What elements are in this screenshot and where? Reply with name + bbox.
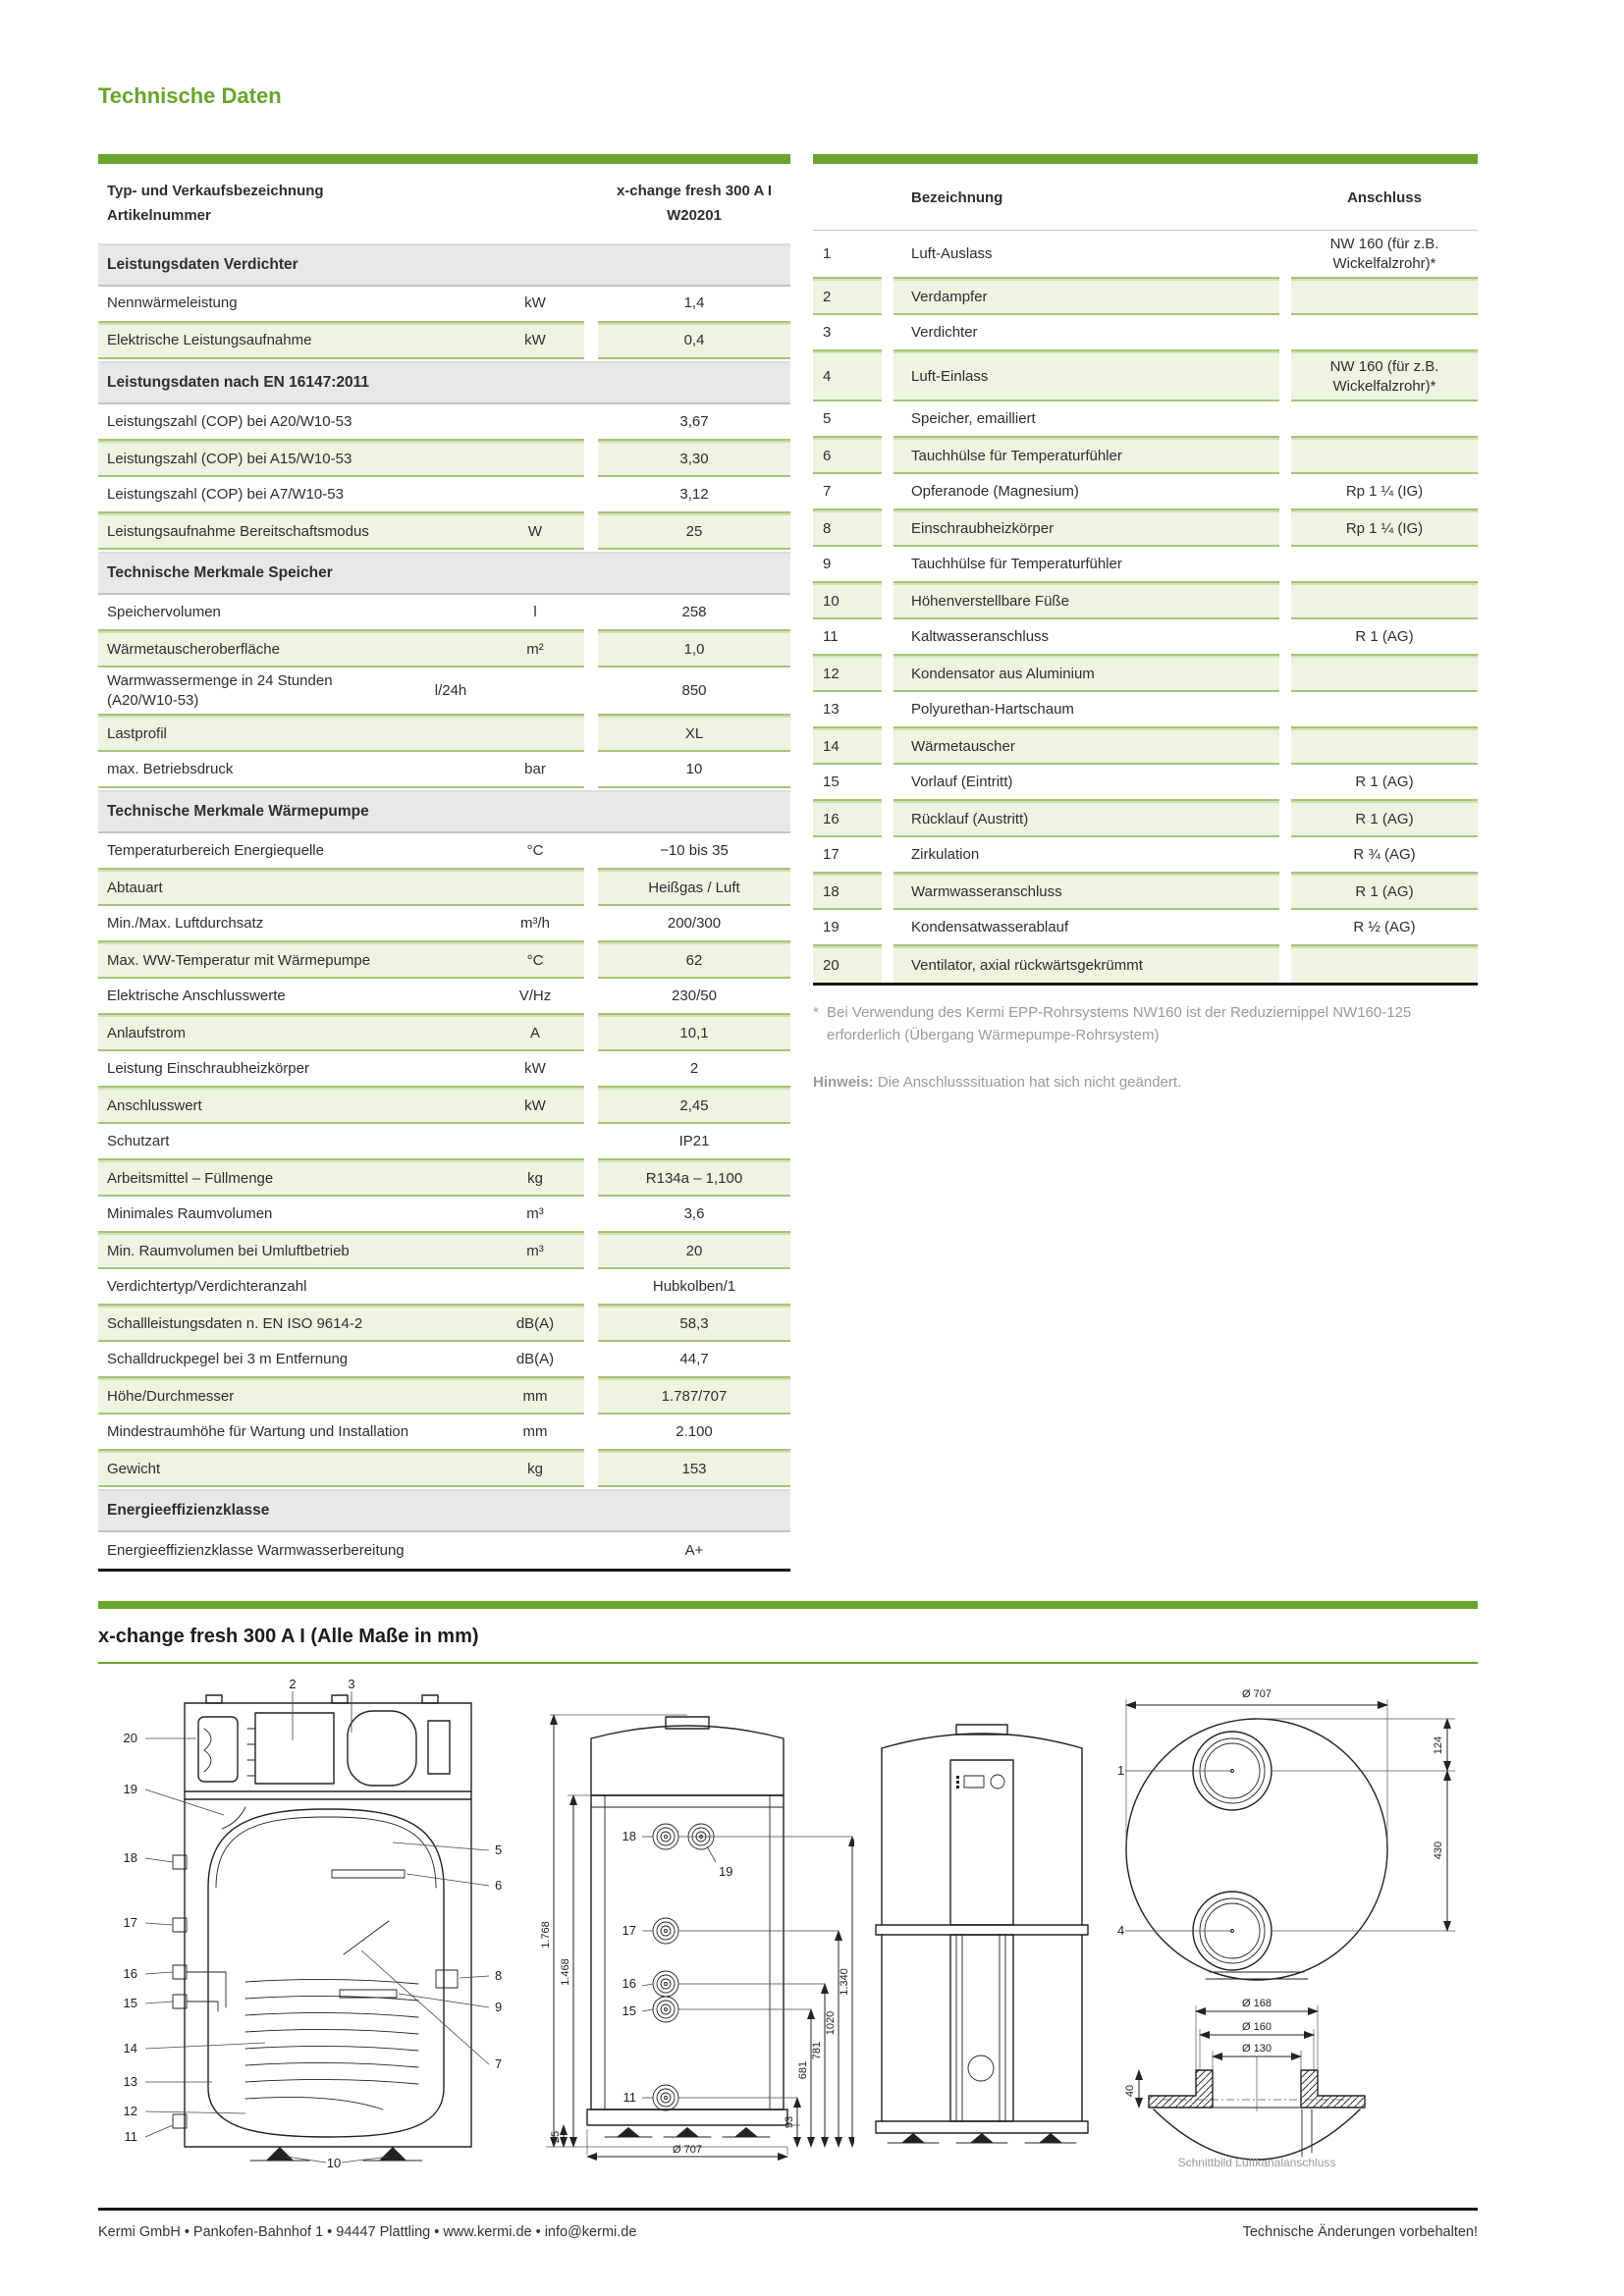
callout-4: 4: [1117, 1923, 1125, 1939]
row-connection: [1291, 279, 1478, 315]
row-unit: m³/h: [520, 914, 550, 932]
table-row: [98, 1342, 790, 1378]
row-number: 20: [813, 946, 882, 983]
table-row: [98, 833, 790, 870]
callout-9: 9: [495, 2000, 503, 2015]
table-row: [813, 728, 1478, 765]
table-section-header: Technische Merkmale Speicher: [98, 552, 790, 595]
row-number: 9: [813, 547, 882, 583]
row-connection: [1291, 583, 1478, 619]
row-label: Arbeitsmittel – Füllmenge: [107, 1169, 274, 1187]
callout-17: 17: [622, 1923, 636, 1939]
row-name: Speicher, emailliert: [893, 401, 1279, 438]
callout-10: 10: [326, 2156, 342, 2169]
row-label: Warmwassermenge in 24 Stunden (A20/W10-53): [107, 672, 333, 709]
row-label: Gewicht: [107, 1460, 161, 1477]
row-label: Höhe/Durchmesser: [107, 1387, 235, 1405]
row-value: 850: [598, 667, 790, 716]
table-row: [98, 1015, 790, 1051]
table-row: [813, 231, 1478, 279]
row-name: Verdichter: [893, 315, 1279, 351]
row-value: 3,6: [598, 1197, 790, 1233]
row-connection: R ½ (AG): [1291, 910, 1478, 946]
row-unit: mm: [522, 1387, 548, 1405]
table-section-header: Technische Merkmale Wärmepumpe: [98, 790, 790, 833]
row-label: Schallleistungsdaten n. EN ISO 9614-2: [107, 1314, 363, 1332]
row-number: 15: [813, 765, 882, 801]
table-row: [813, 438, 1478, 474]
callout-15: 15: [622, 2003, 636, 2019]
dim-93: 93: [784, 2116, 795, 2129]
callout-17: 17: [123, 1915, 137, 1931]
table-row: [98, 1378, 790, 1415]
page-title: Technische Daten: [98, 83, 282, 108]
dim-spacing-430: 430: [1433, 1842, 1444, 1860]
row-number: 2: [813, 279, 882, 315]
note-text: Die Anschlusssituation hat sich nicht geändert.: [877, 1073, 1182, 1091]
row-value: 1,4: [598, 287, 790, 323]
footer-company-info: Kermi GmbH • Pankofen-Bahnhof 1 • 94447 Plattling • www.kermi.de • info@kermi.de: [98, 2224, 637, 2241]
row-label: Leistung Einschraubheizkörper: [107, 1059, 309, 1077]
row-label: Wärmetauscheroberfläche: [107, 640, 280, 658]
row-label: Max. WW-Temperatur mit Wärmepumpe: [107, 951, 371, 969]
row-unit: kg: [527, 1169, 543, 1187]
row-value: 1,0: [598, 631, 790, 667]
table-row: [98, 1269, 790, 1306]
row-value: 10: [598, 752, 790, 788]
row-unit: m³: [526, 1242, 544, 1259]
table-row: [98, 1160, 790, 1197]
title-underline: [98, 1662, 1478, 1664]
callout-11: 11: [124, 2129, 137, 2145]
row-unit: dB(A): [515, 1314, 555, 1332]
row-number: 13: [813, 692, 882, 728]
row-value: 3,12: [598, 477, 790, 513]
table-row: [98, 667, 790, 716]
table-section-header: Leistungsdaten Verdichter: [98, 243, 790, 287]
connections-table: [813, 154, 1478, 1093]
table-row: [98, 906, 790, 942]
table-row: [98, 477, 790, 513]
row-label: Schutzart: [107, 1132, 170, 1149]
row-label: Nennwärmeleistung: [107, 294, 238, 312]
row-unit: °C: [526, 951, 544, 969]
callout-5: 5: [495, 1842, 503, 1858]
callout-11: 11: [623, 2090, 636, 2106]
row-value: 58,3: [598, 1306, 790, 1342]
row-name: Luft-Auslass: [893, 231, 1279, 279]
row-value: 25: [598, 513, 790, 550]
row-label: Leistungszahl (COP) bei A7/W10-53: [107, 485, 344, 503]
table-row: [813, 946, 1478, 983]
row-value: 3,67: [598, 404, 790, 441]
row-name: Wärmetauscher: [893, 728, 1279, 765]
row-unit: W: [527, 522, 543, 540]
row-name: Rücklauf (Austritt): [893, 801, 1279, 837]
table-row: [813, 351, 1478, 401]
row-name: Ventilator, axial rückwärtsgekrümmt: [893, 946, 1279, 983]
row-value: Hubkolben/1: [598, 1269, 790, 1306]
row-label: Minimales Raumvolumen: [107, 1204, 273, 1222]
row-unit: bar: [524, 760, 546, 777]
header-name: Bezeichnung: [911, 188, 1003, 206]
callout-18: 18: [622, 1829, 636, 1844]
row-number: 1: [813, 231, 882, 279]
row-number: 11: [813, 619, 882, 656]
row-name: Vorlauf (Eintritt): [893, 765, 1279, 801]
callout-2: 2: [289, 1678, 297, 1692]
dim-1020: 1020: [825, 2011, 837, 2036]
table-row: [98, 1532, 790, 1569]
table-row: [98, 716, 790, 752]
row-label: Leistungsaufnahme Bereitschaftsmodus: [107, 522, 369, 540]
front-view-drawing: [854, 1678, 1110, 2168]
dim-681: 681: [797, 2061, 809, 2080]
table-header-labels: [98, 179, 598, 229]
row-value: 2.100: [598, 1415, 790, 1451]
callout-13: 13: [123, 2074, 137, 2090]
footer-disclaimer: Technische Änderungen vorbehalten!: [1242, 2224, 1478, 2241]
header-label-line2: Artikelnummer: [107, 207, 211, 225]
row-connection: [1291, 438, 1478, 474]
row-value: 0,4: [598, 323, 790, 359]
row-label: Abtauart: [107, 879, 163, 896]
table-row: [813, 619, 1478, 656]
row-label: Schalldruckpegel bei 3 m Entfernung: [107, 1350, 349, 1367]
table-row: [98, 1088, 790, 1124]
row-value: 153: [598, 1451, 790, 1487]
note-label: Hinweis:: [813, 1073, 874, 1091]
table-row: [813, 401, 1478, 438]
row-value: 3,30: [598, 441, 790, 477]
table-row: [98, 870, 790, 906]
row-value: 44,7: [598, 1342, 790, 1378]
table-row: [813, 510, 1478, 547]
dimensions-section: [98, 1601, 1478, 2168]
row-label: Energieeffizienzklasse Warmwasserbereitung: [107, 1542, 405, 1560]
row-number: 12: [813, 656, 882, 692]
table-row: [98, 441, 790, 477]
row-name: Zirkulation: [893, 837, 1279, 874]
page-footer: [98, 2208, 1478, 2242]
row-value: 258: [598, 595, 790, 631]
row-name: Polyurethan-Hartschaum: [893, 692, 1279, 728]
row-unit: A: [529, 1024, 540, 1041]
row-label: Temperaturbereich Energiequelle: [107, 841, 324, 859]
row-connection: R ¾ (AG): [1291, 837, 1478, 874]
table-header-values: [598, 179, 790, 229]
table-row: [813, 279, 1478, 315]
table-row: [813, 801, 1478, 837]
dim-inner-130: Ø 130: [1242, 2043, 1272, 2056]
table-bottom-rule: [813, 983, 1478, 986]
callout-19: 19: [123, 1782, 137, 1797]
row-unit: l/24h: [434, 681, 467, 699]
header-number-spacer: [813, 188, 882, 208]
dim-diameter: Ø 707: [673, 2144, 702, 2157]
table-accent-bar: [813, 154, 1478, 164]
row-number: 16: [813, 801, 882, 837]
row-number: 5: [813, 401, 882, 438]
row-connection: [1291, 547, 1478, 583]
row-unit: m³: [526, 1204, 544, 1222]
callout-8: 8: [495, 1968, 503, 1984]
row-name: Einschraubheizkörper: [893, 510, 1279, 547]
row-value: 20: [598, 1233, 790, 1269]
row-name: Kondensatwasserablauf: [893, 910, 1279, 946]
row-connection: [1291, 401, 1478, 438]
table-row: [98, 1051, 790, 1088]
row-name: Kondensator aus Aluminium: [893, 656, 1279, 692]
row-unit: l: [533, 603, 537, 620]
callout-18: 18: [123, 1850, 137, 1866]
row-value: Heißgas / Luft: [598, 870, 790, 906]
row-name: Tauchhülse für Temperaturfühler: [893, 547, 1279, 583]
row-number: 4: [813, 351, 882, 401]
table-row: [98, 1306, 790, 1342]
callout-14: 14: [123, 2041, 137, 2056]
row-name: Verdampfer: [893, 279, 1279, 315]
table-bottom-rule: [98, 1569, 790, 1572]
row-connection: [1291, 728, 1478, 765]
callout-19: 19: [719, 1864, 733, 1880]
row-unit: mm: [522, 1422, 548, 1440]
table-row: [813, 874, 1478, 910]
row-number: 18: [813, 874, 882, 910]
row-number: 6: [813, 438, 882, 474]
row-connection: R 1 (AG): [1291, 874, 1478, 910]
table-row: [813, 474, 1478, 510]
row-number: 3: [813, 315, 882, 351]
row-value: 2,45: [598, 1088, 790, 1124]
row-value: 2: [598, 1051, 790, 1088]
dim-base: 25: [550, 2131, 562, 2144]
table-row: [98, 513, 790, 550]
row-label: Min./Max. Luftdurchsatz: [107, 914, 264, 932]
callout-3: 3: [348, 1678, 355, 1692]
table-row: [813, 583, 1478, 619]
row-number: 17: [813, 837, 882, 874]
row-connection: Rp 1 ¼ (IG): [1291, 474, 1478, 510]
row-connection: [1291, 656, 1478, 692]
callout-1: 1: [1117, 1763, 1125, 1779]
header-label-line1: Typ- und Verkaufsbezeichnung: [107, 182, 324, 199]
callout-12: 12: [123, 2104, 137, 2119]
row-name: Kaltwasseranschluss: [893, 619, 1279, 656]
table-row: [813, 656, 1478, 692]
row-label: Elektrische Leistungsaufnahme: [107, 332, 312, 349]
table-row: [98, 287, 790, 323]
row-number: 7: [813, 474, 882, 510]
dim-781: 781: [811, 2042, 823, 2060]
callout-7: 7: [495, 2056, 503, 2072]
header-article-number: W20201: [667, 207, 722, 225]
table-row: [98, 1124, 790, 1160]
table-row: [98, 1415, 790, 1451]
table-row: [98, 1233, 790, 1269]
row-connection: [1291, 692, 1478, 728]
row-label: Lastprofil: [107, 724, 167, 742]
row-value: 230/50: [598, 979, 790, 1015]
footnote-marker: *: [813, 1004, 819, 1022]
table-row: [813, 692, 1478, 728]
row-value: R134a – 1,100: [598, 1160, 790, 1197]
row-connection: [1291, 946, 1478, 983]
row-unit: V/Hz: [518, 987, 552, 1004]
technical-data-table: [98, 154, 790, 1573]
row-label: Leistungszahl (COP) bei A15/W10-53: [107, 450, 352, 467]
row-value: 62: [598, 942, 790, 979]
row-value: XL: [598, 716, 790, 752]
table-accent-bar: [98, 154, 790, 164]
row-unit: °C: [526, 841, 544, 859]
row-number: 8: [813, 510, 882, 547]
row-unit: kW: [524, 332, 546, 349]
row-value: 200/300: [598, 906, 790, 942]
dim-outer-168: Ø 168: [1242, 1998, 1272, 2010]
row-label: Elektrische Anschlusswerte: [107, 987, 286, 1004]
row-number: 19: [813, 910, 882, 946]
row-connection: NW 160 (für z.B. Wickelfalzrohr)*: [1291, 351, 1478, 401]
row-label: Leistungszahl (COP) bei A20/W10-53: [107, 412, 352, 430]
header-model: x-change fresh 300 A I: [616, 182, 773, 199]
row-connection: R 1 (AG): [1291, 619, 1478, 656]
row-label: Mindestraumhöhe für Wartung und Installation: [107, 1422, 409, 1440]
row-name: Tauchhülse für Temperaturfühler: [893, 438, 1279, 474]
dim-diameter-707: Ø 707: [1242, 1688, 1272, 1701]
row-number: 14: [813, 728, 882, 765]
technical-drawings: [98, 1678, 1478, 2168]
footnote: [813, 1001, 1478, 1047]
row-unit: kW: [524, 294, 546, 312]
row-connection: NW 160 (für z.B. Wickelfalzrohr)*: [1291, 231, 1478, 279]
table-header-row: [813, 164, 1478, 231]
table-row: [98, 323, 790, 359]
table-row: [813, 315, 1478, 351]
section-accent-bar: [98, 1601, 1478, 1609]
table-row: [98, 979, 790, 1015]
table-row: [98, 1451, 790, 1487]
dim-mid-160: Ø 160: [1242, 2021, 1272, 2034]
row-value: 10,1: [598, 1015, 790, 1051]
row-name: Opferanode (Magnesium): [893, 474, 1279, 510]
callout-20: 20: [123, 1731, 137, 1746]
row-unit: kW: [524, 1096, 546, 1114]
row-label: Min. Raumvolumen bei Umluftbetrieb: [107, 1242, 350, 1259]
row-unit: kg: [527, 1460, 543, 1477]
row-unit: kW: [524, 1059, 546, 1077]
row-connection: R 1 (AG): [1291, 801, 1478, 837]
dim-1340: 1.340: [839, 1968, 850, 1997]
row-connection: Rp 1 ¼ (IG): [1291, 510, 1478, 547]
dim-height-40: 40: [1124, 2085, 1136, 2098]
row-connection: [1291, 315, 1478, 351]
table-row: [98, 595, 790, 631]
row-name: Warmwasseranschluss: [893, 874, 1279, 910]
row-value: IP21: [598, 1124, 790, 1160]
duct-detail-caption: Schnittbild Luftkanalanschluss: [1177, 2156, 1336, 2169]
row-value: A+: [684, 1542, 704, 1560]
callout-16: 16: [123, 1966, 137, 1982]
row-name: Luft-Einlass: [893, 351, 1279, 401]
row-label: Speichervolumen: [107, 603, 221, 620]
row-value: −10 bis 35: [598, 833, 790, 870]
tables-area: [98, 154, 1478, 1573]
table-row: [98, 631, 790, 667]
callout-16: 16: [622, 1976, 636, 1992]
table-section-header: Energieeffizienzklasse: [98, 1489, 790, 1532]
dim-body-height: 1.468: [560, 1958, 571, 1987]
dim-offset-124: 124: [1433, 1736, 1444, 1755]
duct-detail: [1124, 1998, 1365, 2168]
callout-15: 15: [123, 1996, 137, 2011]
table-row: [813, 837, 1478, 874]
note: [813, 1073, 1478, 1093]
cross-section-drawing: [98, 1678, 520, 2168]
table-row: [98, 942, 790, 979]
footnote-text: Bei Verwendung des Kermi EPP-Rohrsystems NW160 ist der Reduziernippel NW160-125 erforderlich (Übergang Wärmepumpe-Rohrsystem): [827, 1004, 1412, 1044]
callout-6: 6: [495, 1878, 503, 1894]
row-value: 1.787/707: [598, 1378, 790, 1415]
dim-total-height: 1.768: [540, 1921, 552, 1949]
table-row: [813, 547, 1478, 583]
row-label: Anlaufstrom: [107, 1024, 187, 1041]
table-row: [98, 752, 790, 788]
row-number: 10: [813, 583, 882, 619]
row-unit: dB(A): [515, 1350, 555, 1367]
table-header-row: [98, 164, 790, 241]
row-label: max. Betriebsdruck: [107, 760, 234, 777]
table-row: [813, 910, 1478, 946]
row-label: Verdichtertyp/Verdichteranzahl: [107, 1277, 307, 1295]
dimensions-title: x-change fresh 300 A I (Alle Maße in mm): [98, 1626, 479, 1648]
table-row: [813, 765, 1478, 801]
top-view-drawing: [1110, 1678, 1478, 2168]
table-row: [98, 1197, 790, 1233]
table-section-header: Leistungsdaten nach EN 16147:2011: [98, 361, 790, 404]
row-label: Anschlusswert: [107, 1096, 202, 1114]
row-unit: m²: [526, 640, 544, 658]
front-dimensioned-drawing: [520, 1678, 854, 2168]
table-row: [98, 404, 790, 441]
row-name: Höhenverstellbare Füße: [893, 583, 1279, 619]
header-connection: Anschluss: [1347, 188, 1422, 206]
row-connection: R 1 (AG): [1291, 765, 1478, 801]
